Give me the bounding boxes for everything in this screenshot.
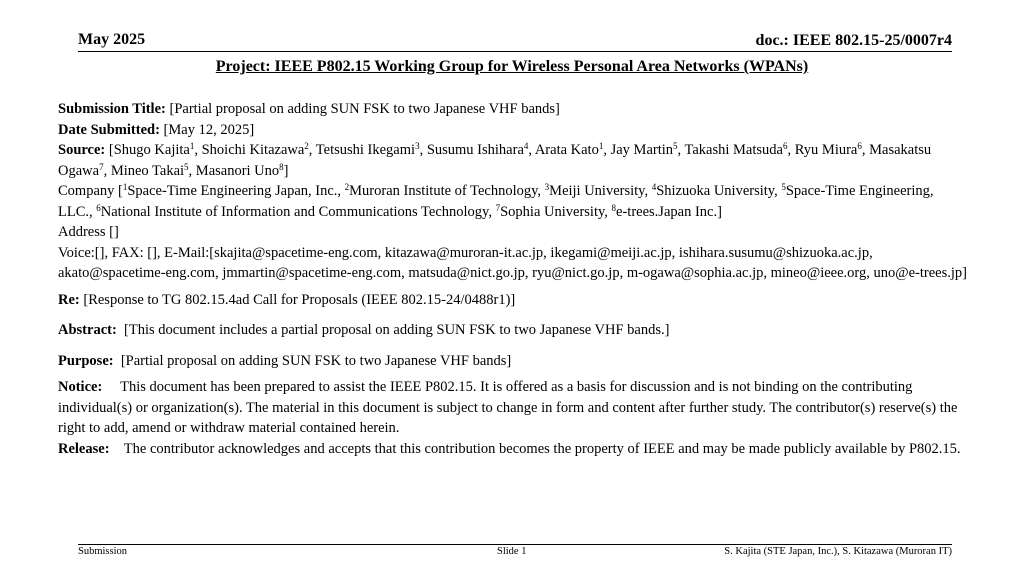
author-affiliation-number: 5	[673, 141, 678, 151]
company-name: Space-Time Engineering Japan, Inc.,	[127, 183, 342, 199]
author-name: Shugo Kajita	[113, 142, 190, 158]
abstract-line	[58, 320, 968, 341]
company-label: Company [	[58, 183, 123, 199]
company-affiliation-number: 7	[495, 202, 501, 213]
company-name: Muroran Institute of Technology,	[349, 183, 542, 199]
author-name: Jay Martin	[610, 142, 674, 158]
date-submitted-label: Date Submitted:	[58, 121, 160, 138]
company-affiliation-number: 4	[651, 182, 657, 192]
author-affiliation-number: 2	[304, 141, 309, 151]
source-authors: [Shugo Kajita$^1$, Shoichi Kitazawa$^2$, Tetsushi Ikegami$^3$, Susumu Ishihara$^4$, Arata Kato$^1$, Jay Martin$^5$, Takashi Matsuda$^6$, Ryu Miura$^6$, Masakatsu Ogawa$^7$, Mineo Takai$^5$, Masanori Uno$^8$]	[58, 141, 932, 179]
contact-line: Voice:[], FAX: [], E-Mail:[skajita@spacetime-eng.com, kitazawa@muroran-it.ac.jp, ikegami@meiji.ac.jp, ishihara.susumu@shizuoka.ac.jp, akato@spacetime-eng.com, jmmartin@spacetime-eng.com, matsuda@nict.go.jp, ryu@nict.go.jp, m-ogawa@sophia.ac.jp, mineo@ieee.org, uno@e-trees.jp]	[58, 244, 967, 281]
author-affiliation-number: 5	[184, 161, 189, 172]
date-submitted-line	[58, 120, 968, 141]
footer-submission: Submission	[78, 546, 128, 557]
author-affiliation-number: 1	[189, 141, 195, 151]
purpose-line	[58, 351, 968, 372]
address-line: Address []	[58, 224, 119, 240]
source-label: Source:	[58, 142, 106, 158]
company-name: e-trees.Japan Inc.]	[616, 203, 722, 220]
author-name: Mineo Takai	[110, 162, 185, 179]
company-name: National Institute of Information and Communications Technology,	[100, 203, 492, 220]
notice-line	[58, 377, 968, 439]
company-affiliation-number: 6	[96, 202, 101, 213]
notice-label: Notice:	[58, 379, 103, 395]
author-affiliation-number: 1	[598, 141, 604, 151]
abstract-label: Abstract:	[58, 322, 117, 338]
company-list	[58, 183, 934, 220]
author-name: Arata Kato	[534, 142, 599, 158]
source-line	[58, 140, 968, 181]
footer-slide-number: Slide 1	[497, 546, 527, 557]
purpose-label: Purpose:	[58, 352, 114, 369]
submission-title-line	[58, 99, 968, 120]
author-name: Masanori Uno	[195, 162, 280, 179]
author-affiliation-number: 4	[523, 141, 529, 151]
company-name: Space-Time Engineering, LLC.,	[58, 183, 934, 220]
submission-title-label: Submission Title:	[58, 101, 166, 117]
date-submitted-value: [May 12, 2025]	[163, 121, 255, 138]
re-line	[58, 290, 968, 311]
re-value: [Response to TG 802.15.4ad Call for Proposals (IEEE 802.15-24/0488r1)]	[83, 291, 516, 308]
company-name: Shizuoka University,	[656, 183, 778, 199]
project-title: Project: IEEE P802.15 Working Group for Wireless Personal Area Networks (WPANs)	[215, 58, 809, 75]
company-affiliation-number: 2	[344, 182, 350, 192]
release-value: The contributor acknowledges and accepts that this contribution becomes the property of IEEE and may be made publicly available by P802.15.	[123, 440, 961, 457]
company-line	[58, 181, 968, 222]
company-affiliation-number: 5	[781, 182, 786, 192]
re-label: Re:	[58, 291, 80, 308]
author-name: Takashi Matsuda	[684, 142, 783, 158]
author-name: Masakatsu Ogawa	[58, 142, 932, 179]
company-affiliation-number: 3	[544, 182, 550, 192]
header-date: May 2025	[78, 31, 146, 48]
company-name: Sophia University,	[500, 203, 608, 220]
footer-authors: S. Kajita (STE Japan, Inc.), S. Kitazawa (Muroran IT)	[724, 546, 952, 557]
notice-value: This document has been prepared to assist the IEEE P802.15. It is offered as a basis for discussion and is not binding on the contributing individual(s) or organization(s). The material in this document is subject to change in form and content after further study. The contributor(s) reserve(s) the right to add, amend or withdraw material contained herein.	[58, 379, 958, 436]
company-affiliation-number: 8	[611, 202, 617, 213]
author-name: Shoichi Kitazawa	[201, 142, 305, 158]
author-affiliation-number: 6	[782, 141, 788, 151]
release-label: Release:	[58, 440, 110, 457]
author-affiliation-number: 8	[279, 161, 284, 172]
header-doc-id: doc.: IEEE 802.15-25/0007r4	[755, 32, 952, 49]
author-name: Susumu Ishihara	[426, 142, 524, 158]
header-divider	[78, 51, 952, 52]
company-affiliation-number: 1	[122, 182, 128, 192]
author-name: Ryu Miura	[794, 142, 858, 158]
submission-title-value: [Partial proposal on adding SUN FSK to two Japanese VHF bands]	[169, 101, 560, 117]
author-affiliation-number: 3	[415, 141, 420, 151]
author-name: Tetsushi Ikegami	[315, 142, 416, 158]
purpose-value: [Partial proposal on adding SUN FSK to two Japanese VHF bands]	[120, 352, 512, 369]
footer-divider	[78, 544, 952, 545]
author-affiliation-number: 6	[857, 141, 862, 151]
company-name: Meiji University,	[549, 183, 649, 199]
abstract-value: [This document includes a partial proposal on adding SUN FSK to two Japanese VHF bands.]	[124, 322, 670, 338]
author-affiliation-number: 7	[99, 161, 104, 172]
release-line	[58, 439, 968, 460]
slide-body	[58, 99, 968, 459]
